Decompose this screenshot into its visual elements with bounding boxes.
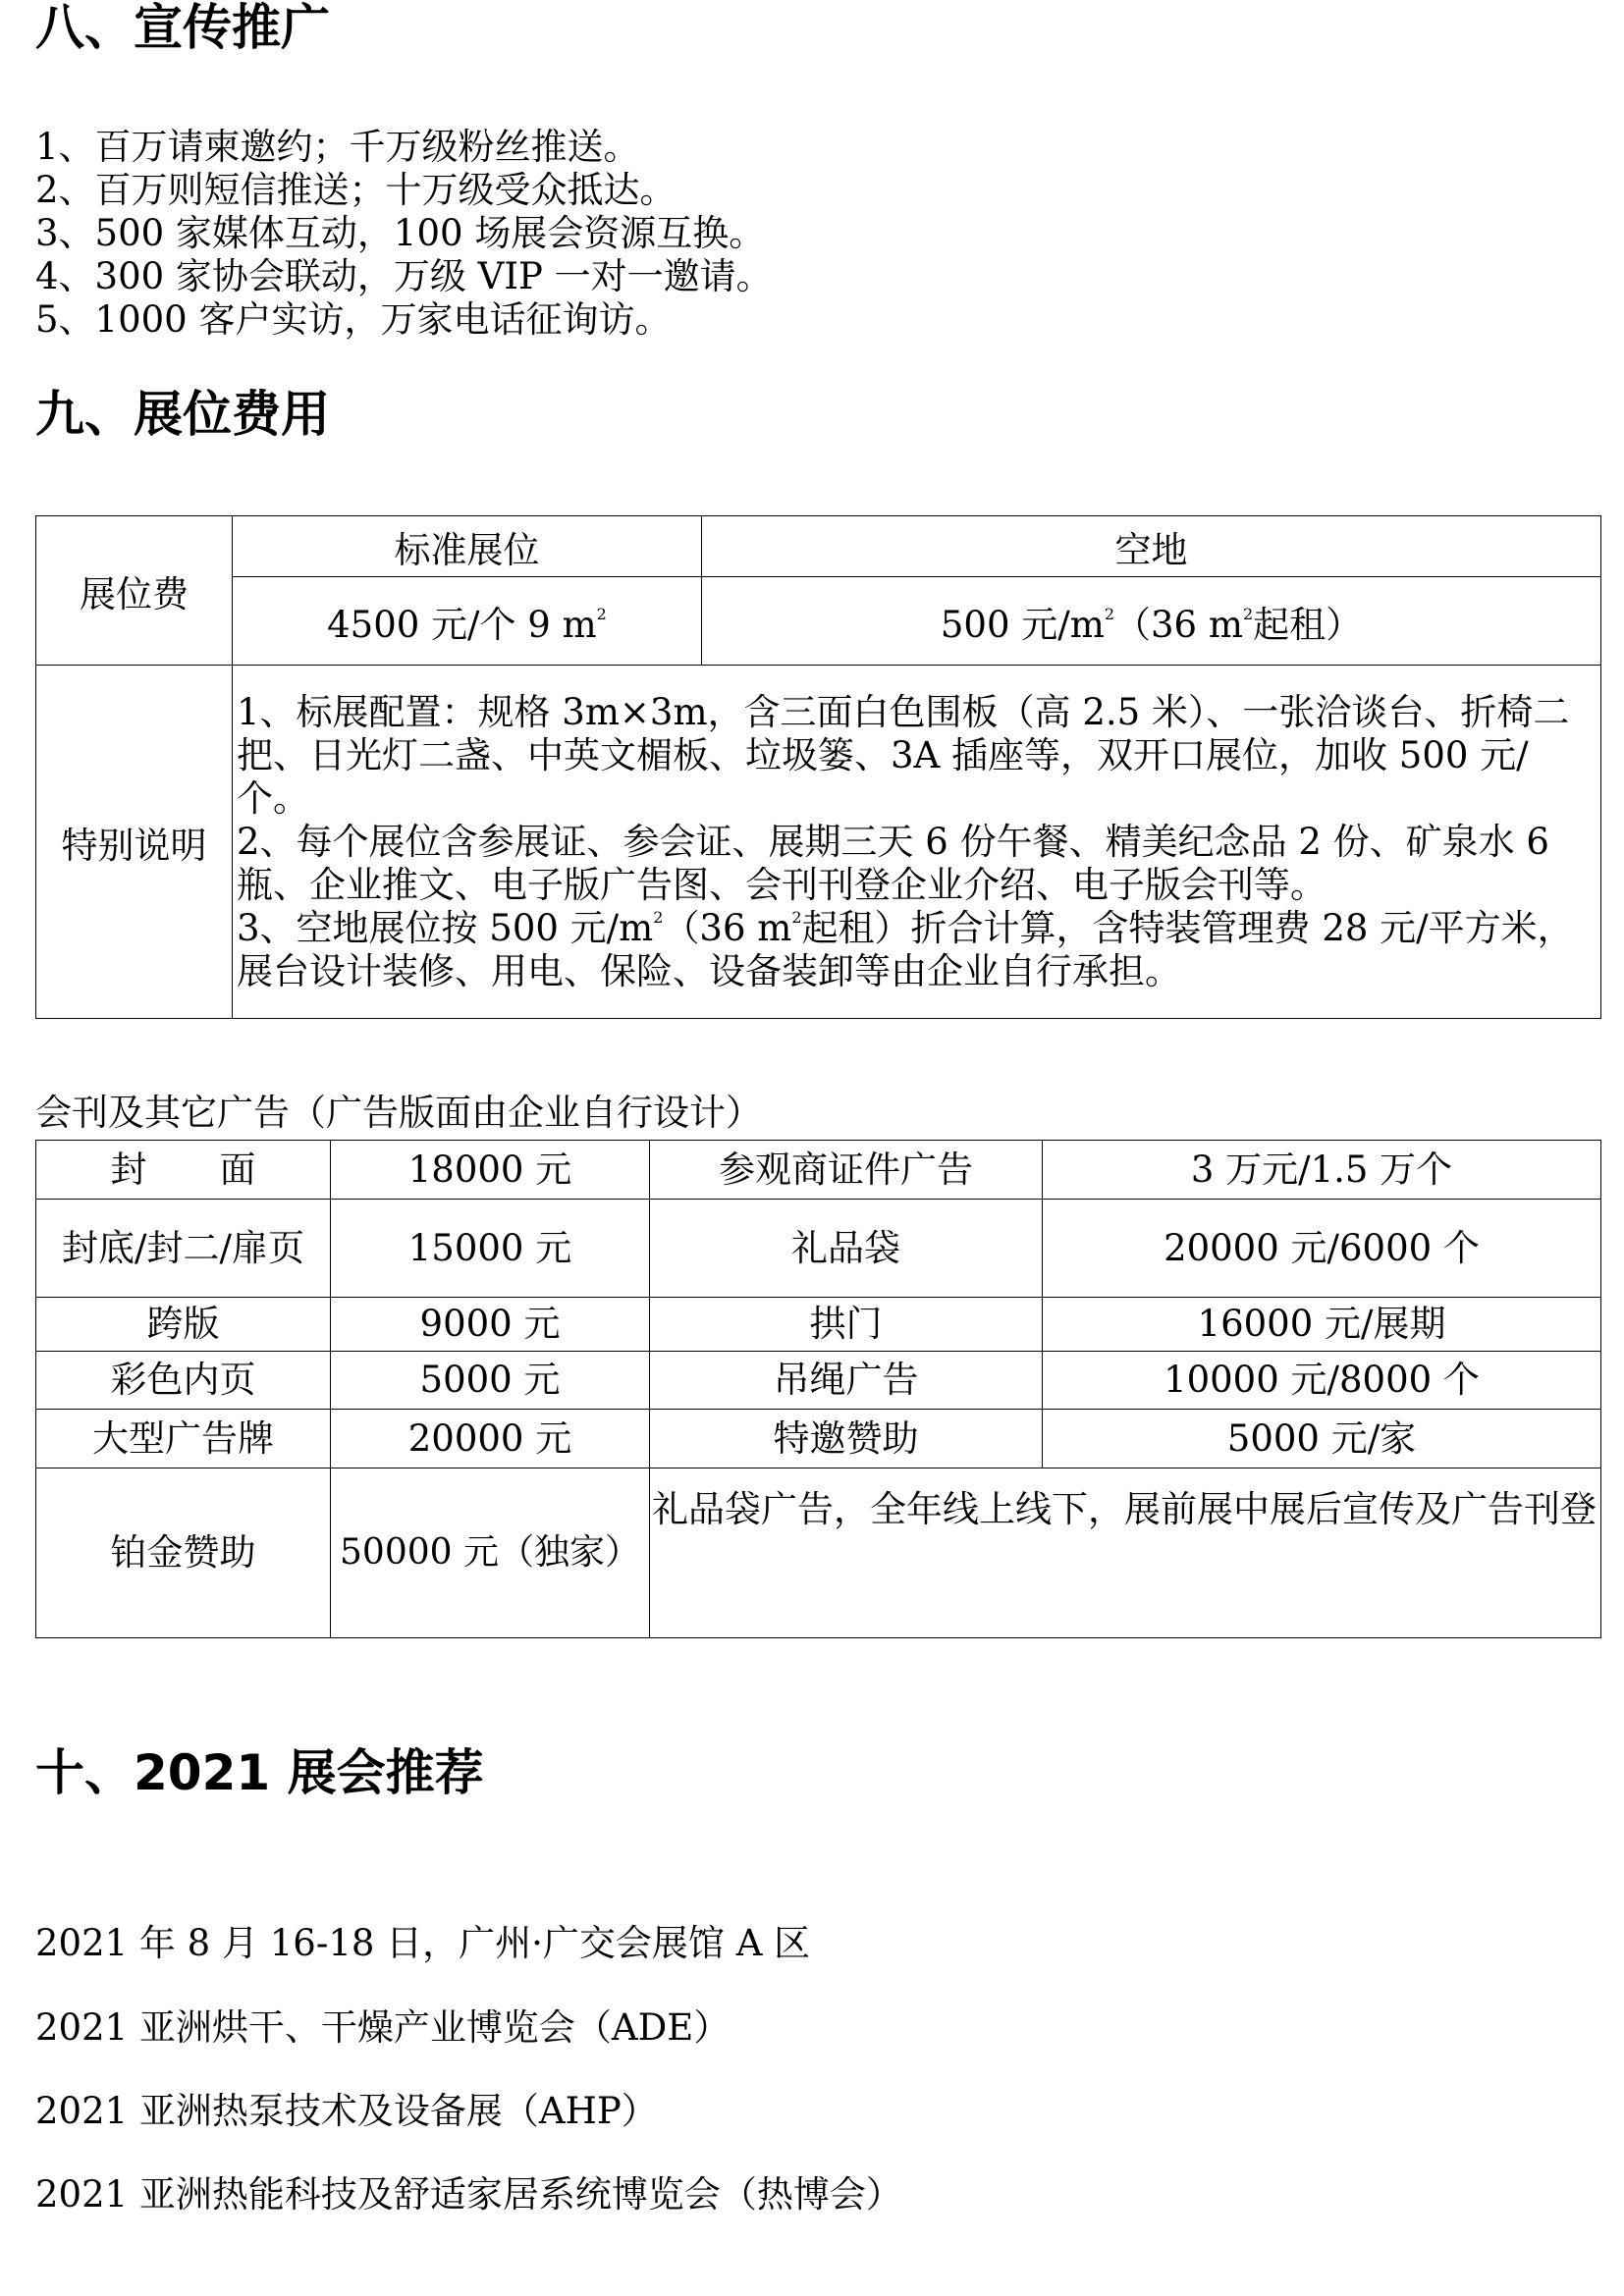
ad-price: 15000 元 (331, 1200, 650, 1298)
exhibition-item: 2021 亚洲热泵技术及设备展（AHP） (35, 2090, 658, 2132)
ad-price: 10000 元/8000 个 (1043, 1352, 1601, 1410)
platinum-price: 50000 元（独家） (331, 1468, 650, 1638)
standard-booth-price: 4500 元/个 9 $m^2$ (233, 577, 702, 666)
platinum-label: 铂金赞助 (36, 1468, 331, 1638)
ad-item: 拱门 (650, 1298, 1043, 1352)
ad-item: 大型广告牌 (36, 1410, 331, 1468)
ad-price: 5000 元 (331, 1352, 650, 1410)
ad-item: 跨版 (36, 1298, 331, 1352)
ads-table (35, 1140, 1601, 1638)
ad-item: 参观商证件广告 (650, 1141, 1043, 1200)
ad-price: 5000 元/家 (1043, 1410, 1601, 1468)
list-item: 3、500 家媒体互动，100 场展会资源互换。 (35, 212, 766, 254)
ad-price: 9000 元 (331, 1298, 650, 1352)
list-item: 2、百万则短信推送；十万级受众抵达。 (35, 169, 677, 211)
ad-item: 封 面 (36, 1141, 331, 1200)
note-3: 3、空地展位按 500 元$/m^2(36$ $m^2$起租）折合计算，含特装管理费 28 元/平方米，展台设计装修、用电、保险、设备装卸等由企业自行承担。 (237, 906, 1574, 992)
ad-price: 18000 元 (331, 1141, 650, 1200)
special-notes (233, 666, 1601, 1019)
ad-price: 20000 元/6000 个 (1043, 1200, 1601, 1298)
section-10-heading: 十、2021 展会推荐 (35, 1744, 484, 1801)
exhibition-item: 2021 亚洲烘干、干燥产业博览会（ADE） (35, 2006, 731, 2049)
standard-booth-label: 标准展位 (233, 516, 702, 577)
ad-item: 特邀赞助 (650, 1410, 1043, 1468)
ad-price: 20000 元 (331, 1410, 650, 1468)
section-8-heading: 八、宣传推广 (35, 0, 330, 56)
ad-item: 封底/封二/扉页 (36, 1200, 331, 1298)
ads-caption: 会刊及其它广告（广告版面由企业自行设计） (35, 1092, 762, 1134)
ad-item: 礼品袋 (650, 1200, 1043, 1298)
note-2: 2、每个展位含参展证、参会证、展期三天 6 份午餐、精美纪念品 2 份、矿泉水 6 瓶、企业推文、电子版广告图、会刊刊登企业介绍、电子版会刊等。 (237, 820, 1549, 906)
section-9-heading: 九、展位费用 (35, 386, 330, 443)
promotion-list (35, 126, 773, 342)
exhibition-date-location: 2021 年 8 月 16-18 日，广州·广交会展馆 A 区 (35, 1922, 811, 1964)
ad-price: 3 万元/1.5 万个 (1043, 1141, 1601, 1200)
booth-fee-label: 展位费 (36, 516, 233, 666)
raw-space-label: 空地 (702, 516, 1601, 577)
ad-price: 16000 元/展期 (1043, 1298, 1601, 1352)
exhibition-item: 2021 亚洲热能科技及舒适家居系统博览会（热博会） (35, 2173, 902, 2216)
raw-space-price: 500 元$/m^2(36$ $m^2$起租） (702, 577, 1601, 666)
list-item: 4、300 家协会联动，万级 VIP 一对一邀请。 (35, 255, 773, 297)
special-notes-label: 特别说明 (36, 666, 233, 1019)
ad-item: 吊绳广告 (650, 1352, 1043, 1410)
platinum-description: 礼品袋广告，全年线上线下，展前展中展后宣传及广告刊登 (650, 1468, 1601, 1638)
note-1: 1、标展配置：规格 3m×3m，含三面白色围板（高 2.5 米）、一张洽谈台、折椅二把、日光灯二盏、中英文楣板、垃圾篓、3A 插座等，双开口展位，加收 500 元/个。 (237, 690, 1570, 820)
list-item: 1、百万请柬邀约；千万级粉丝推送。 (35, 126, 640, 168)
booth-fee-table (35, 515, 1601, 1019)
list-item: 5、1000 客户实访，万家电话征询访。 (35, 298, 672, 341)
ad-item: 彩色内页 (36, 1352, 331, 1410)
